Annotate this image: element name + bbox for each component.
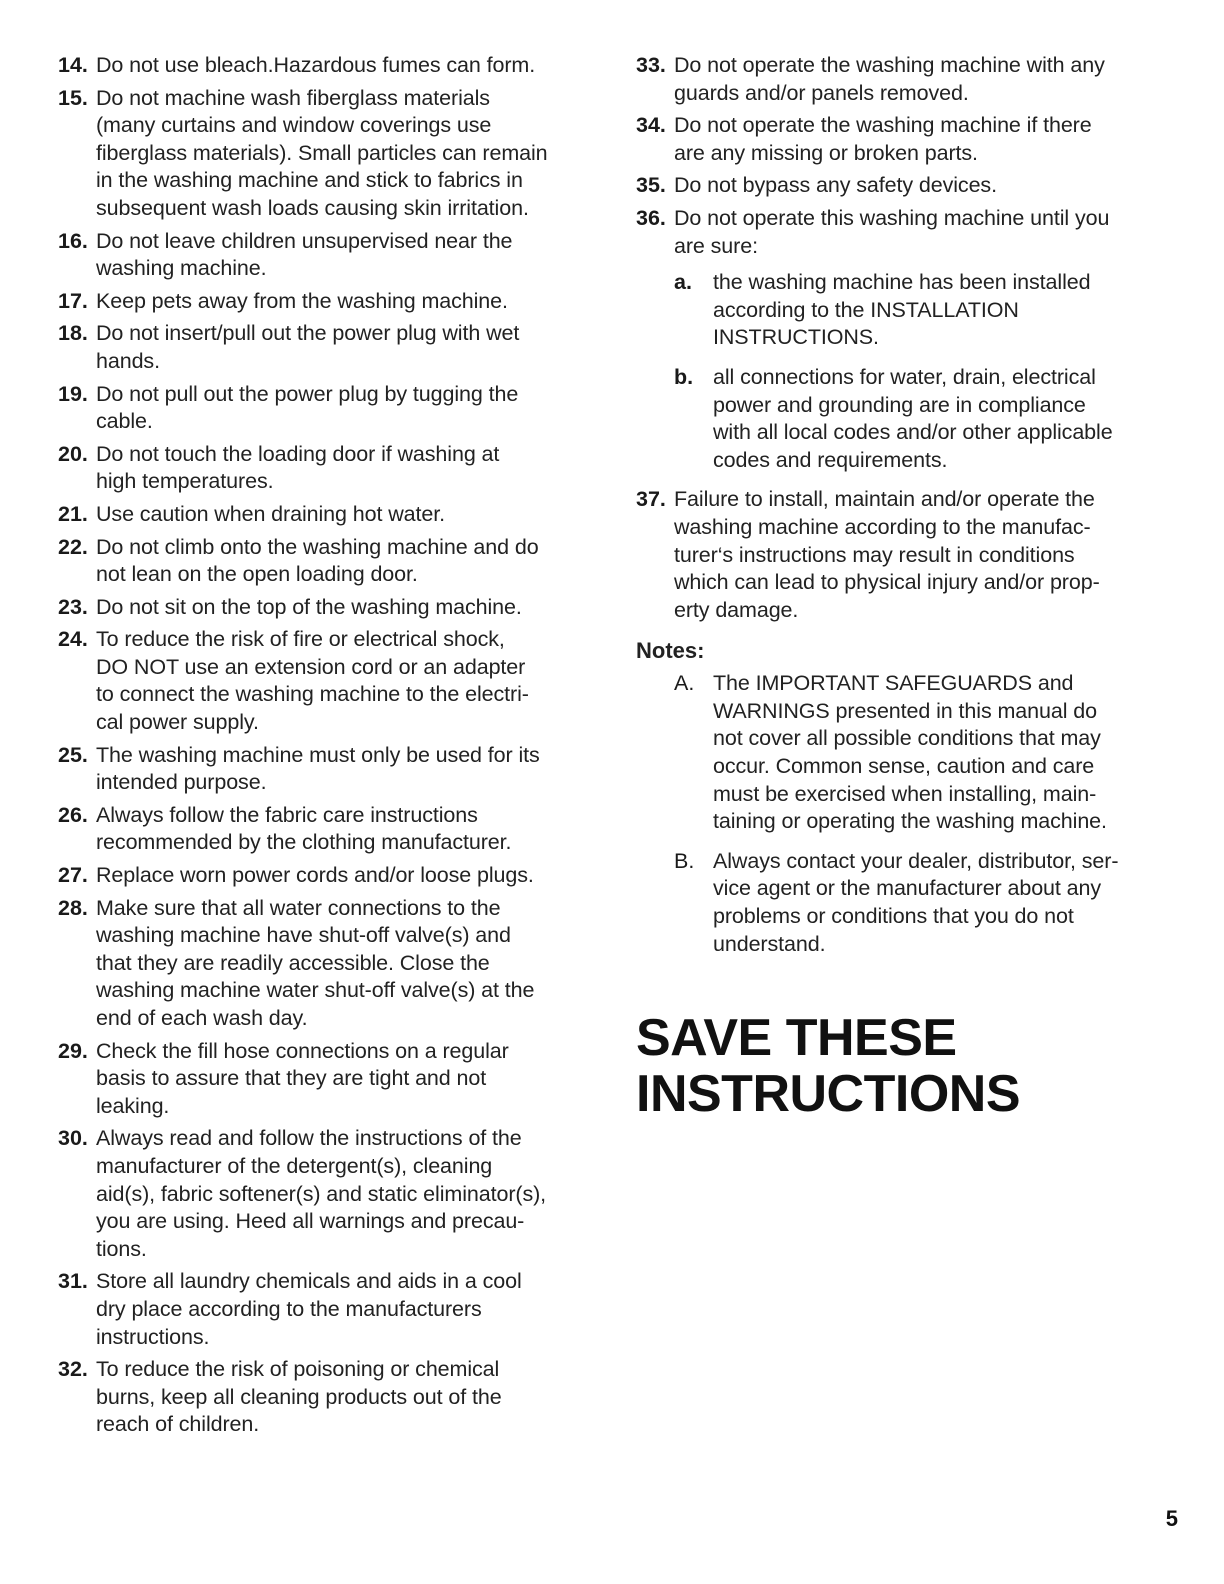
text-line: that they are readily accessible. Close the	[96, 950, 490, 975]
list-item	[636, 205, 1166, 260]
item-number: 15.	[58, 85, 88, 110]
text-line: fiberglass materials). Small particles can remain	[96, 140, 548, 165]
text-line: taining or operating the washing machine.	[713, 809, 1107, 834]
item-number: 33.	[636, 53, 666, 77]
item-text	[713, 670, 1166, 836]
text-line: Always follow the fabric care instructions	[96, 802, 478, 827]
list-item	[58, 1268, 588, 1351]
left-column	[58, 52, 588, 1444]
item-text	[96, 742, 588, 797]
text-line: all connections for water, drain, electrical	[713, 364, 1096, 389]
text-line: to connect the washing machine to the electri-	[96, 682, 529, 707]
item-37-container	[636, 486, 1166, 624]
item-number: 24.	[58, 627, 88, 652]
list-item	[58, 52, 588, 80]
item-text	[96, 1038, 588, 1121]
text-line: subsequent wash loads causing skin irritation.	[96, 195, 529, 220]
item-number: 28.	[58, 895, 88, 920]
text-line: not lean on the open loading door.	[96, 562, 418, 587]
text-line: you are using. Heed all warnings and precau-	[96, 1209, 525, 1234]
text-line: Check the fill hose connections on a regular	[96, 1038, 509, 1063]
text-line: Do not operate this washing machine until you	[674, 205, 1110, 230]
text-line: INSTRUCTIONS.	[713, 325, 879, 350]
text-line: Do not operate the washing machine if there	[674, 113, 1092, 138]
note-item	[674, 670, 1166, 836]
list-item	[58, 441, 588, 496]
list-item	[636, 52, 1166, 107]
list-item	[58, 288, 588, 316]
text-line: erty damage.	[674, 597, 799, 622]
item-text	[96, 594, 588, 622]
text-line: vice agent or the manufacturer about any	[713, 876, 1102, 901]
list-item	[58, 1356, 588, 1439]
sub-item-list	[674, 269, 1166, 474]
text-line: Do not touch the loading door if washing at	[96, 441, 500, 466]
text-line: Do not insert/pull out the power plug with wet	[96, 321, 520, 346]
item-text	[713, 269, 1166, 352]
text-line: Do not machine wash fiberglass materials	[96, 85, 490, 110]
item-number: 29.	[58, 1038, 88, 1063]
text-line: hands.	[96, 348, 160, 373]
text-line: which can lead to physical injury and/or prop-	[674, 570, 1100, 595]
list-item	[58, 381, 588, 436]
item-number: 35.	[636, 173, 666, 198]
item-number: 27.	[58, 863, 88, 888]
text-line: Failure to install, maintain and/or operate the	[674, 487, 1095, 512]
text-line: tions.	[96, 1236, 147, 1261]
text-line: are any missing or broken parts.	[674, 140, 978, 165]
text-line: To reduce the risk of fire or electrical shock,	[96, 627, 505, 652]
text-line: Store all laundry chemicals and aids in a cool	[96, 1269, 522, 1294]
text-line: according to the INSTALLATION	[713, 297, 1019, 322]
text-line: Always read and follow the instructions of the	[96, 1126, 522, 1151]
text-line: Do not climb onto the washing machine and do	[96, 534, 539, 559]
text-line: Do not sit on the top of the washing machine.	[96, 594, 522, 619]
text-line: Do not operate the washing machine with any	[674, 53, 1105, 77]
text-line: the washing machine has been installed	[713, 270, 1091, 295]
list-item	[58, 1125, 588, 1263]
text-line: turer‘s instructions may result in conditions	[674, 542, 1075, 567]
text-line: washing machine.	[96, 256, 267, 281]
item-number: 25.	[58, 742, 88, 767]
item-number: B.	[674, 848, 695, 873]
item-number: 18.	[58, 321, 88, 346]
text-line: Make sure that all water connections to the	[96, 895, 501, 920]
item-number: 32.	[58, 1357, 88, 1382]
text-line: washing machine have shut-off valve(s) and	[96, 923, 511, 948]
text-line: not cover all possible conditions that may	[713, 726, 1101, 751]
text-line: DO NOT use an extension cord or an adapter	[96, 654, 526, 679]
item-text	[96, 534, 588, 589]
item-number: 23.	[58, 594, 88, 619]
text-line: The IMPORTANT SAFEGUARDS and	[713, 671, 1074, 696]
text-line: washing machine according to the manufac-	[674, 514, 1091, 539]
text-line: reach of children.	[96, 1412, 260, 1437]
item-number: 21.	[58, 501, 88, 526]
item-number: 19.	[58, 381, 88, 406]
text-line: codes and requirements.	[713, 447, 948, 472]
text-line: basis to assure that they are tight and not	[96, 1066, 487, 1091]
text-line: Always contact your dealer, distributor, ser-	[713, 848, 1119, 873]
item-text	[96, 441, 588, 496]
text-line: instructions.	[96, 1324, 210, 1349]
list-item	[58, 228, 588, 283]
list-item	[636, 112, 1166, 167]
item-text	[96, 862, 588, 890]
item-text	[96, 501, 588, 529]
text-line: are sure:	[674, 233, 758, 258]
text-line: understand.	[713, 931, 826, 956]
list-item	[58, 895, 588, 1033]
text-line: Do not bypass any safety devices.	[674, 173, 997, 198]
item-text	[96, 895, 588, 1033]
text-line: To reduce the risk of poisoning or chemical	[96, 1357, 500, 1382]
sub-list-item	[674, 364, 1166, 474]
text-line: power and grounding are in compliance	[713, 392, 1086, 417]
list-item	[58, 534, 588, 589]
item-text	[674, 112, 1166, 167]
item-text	[713, 848, 1166, 958]
text-line: problems or conditions that you do not	[713, 904, 1074, 929]
right-column	[636, 52, 1166, 970]
text-line: Use caution when draining hot water.	[96, 501, 445, 526]
text-line: burns, keep all cleaning products out of the	[96, 1384, 502, 1409]
item-number: a.	[674, 270, 692, 295]
list-item	[58, 320, 588, 375]
text-line: washing machine water shut-off valve(s) at the	[96, 978, 535, 1003]
item-number: A.	[674, 671, 695, 696]
item-number: 26.	[58, 802, 88, 827]
text-line: in the washing machine and stick to fabrics in	[96, 168, 523, 193]
item-number: 34.	[636, 113, 666, 138]
text-line: aid(s), fabric softener(s) and static eliminator(s),	[96, 1181, 547, 1206]
text-line: (many curtains and window coverings use	[96, 113, 492, 138]
note-item	[674, 848, 1166, 958]
item-number: 36.	[636, 205, 666, 230]
item-text	[96, 1125, 588, 1263]
text-line: dry place according to the manufacturers	[96, 1296, 482, 1321]
notes-title: Notes:	[636, 638, 705, 664]
item-text	[674, 172, 1166, 200]
text-line: occur. Common sense, caution and care	[713, 754, 1095, 779]
item-number: 30.	[58, 1126, 88, 1151]
item-text	[96, 320, 588, 375]
text-line: high temperatures.	[96, 469, 274, 494]
item-text	[713, 364, 1166, 474]
list-item	[58, 85, 588, 223]
list-item	[58, 1038, 588, 1121]
page-number: 5	[1165, 1506, 1178, 1531]
item-text	[96, 1268, 588, 1351]
item-text	[674, 205, 1166, 260]
item-text	[96, 381, 588, 436]
item-text	[96, 626, 588, 736]
item-number: 20.	[58, 441, 88, 466]
text-line: Do not pull out the power plug by tugging the	[96, 381, 519, 406]
list-item	[58, 802, 588, 857]
text-line: cable.	[96, 409, 153, 434]
text-line: Do not use bleach.Hazardous fumes can form.	[96, 53, 536, 77]
item-text	[674, 52, 1166, 107]
text-line: intended purpose.	[96, 770, 267, 795]
text-line: end of each wash day.	[96, 1006, 308, 1030]
item-number: 22.	[58, 534, 88, 559]
item-number: 31.	[58, 1269, 88, 1294]
heading-line-2: INSTRUCTIONS	[636, 1065, 1020, 1123]
text-line: Replace worn power cords and/or loose plugs.	[96, 863, 534, 888]
item-text	[96, 228, 588, 283]
item-text	[96, 1356, 588, 1439]
text-line: guards and/or panels removed.	[674, 80, 969, 105]
text-line: manufacturer of the detergent(s), cleaning	[96, 1153, 493, 1178]
text-line: cal power supply.	[96, 710, 259, 735]
item-number: 17.	[58, 288, 88, 313]
sub-list-item	[674, 269, 1166, 352]
text-line: with all local codes and/or other applicable	[713, 420, 1113, 445]
item-number: b.	[674, 364, 694, 389]
notes-list	[674, 670, 1166, 958]
item-number: 16.	[58, 228, 88, 253]
text-line: Keep pets away from the washing machine.	[96, 288, 508, 313]
text-line: Do not leave children unsupervised near the	[96, 228, 513, 253]
text-line: recommended by the clothing manufacturer.	[96, 830, 512, 855]
heading-line-1: SAVE THESE	[636, 1009, 957, 1067]
text-line: leaking.	[96, 1093, 170, 1118]
list-item	[58, 594, 588, 622]
item-text	[96, 288, 588, 316]
text-line: WARNINGS presented in this manual do	[713, 698, 1097, 723]
text-line: The washing machine must only be used for its	[96, 742, 540, 767]
item-number: 14.	[58, 53, 88, 77]
list-item	[58, 862, 588, 890]
item-text	[674, 486, 1166, 624]
list-item	[58, 626, 588, 736]
item-number: 37.	[636, 487, 666, 512]
item-text	[96, 52, 588, 80]
list-item	[636, 172, 1166, 200]
right-item-list	[636, 52, 1166, 260]
text-line: must be exercised when installing, main-	[713, 781, 1097, 806]
list-item	[58, 742, 588, 797]
item-text	[96, 85, 588, 223]
save-instructions-heading	[636, 1010, 1020, 1122]
list-item	[58, 501, 588, 529]
item-text	[96, 802, 588, 857]
list-item	[636, 486, 1166, 624]
